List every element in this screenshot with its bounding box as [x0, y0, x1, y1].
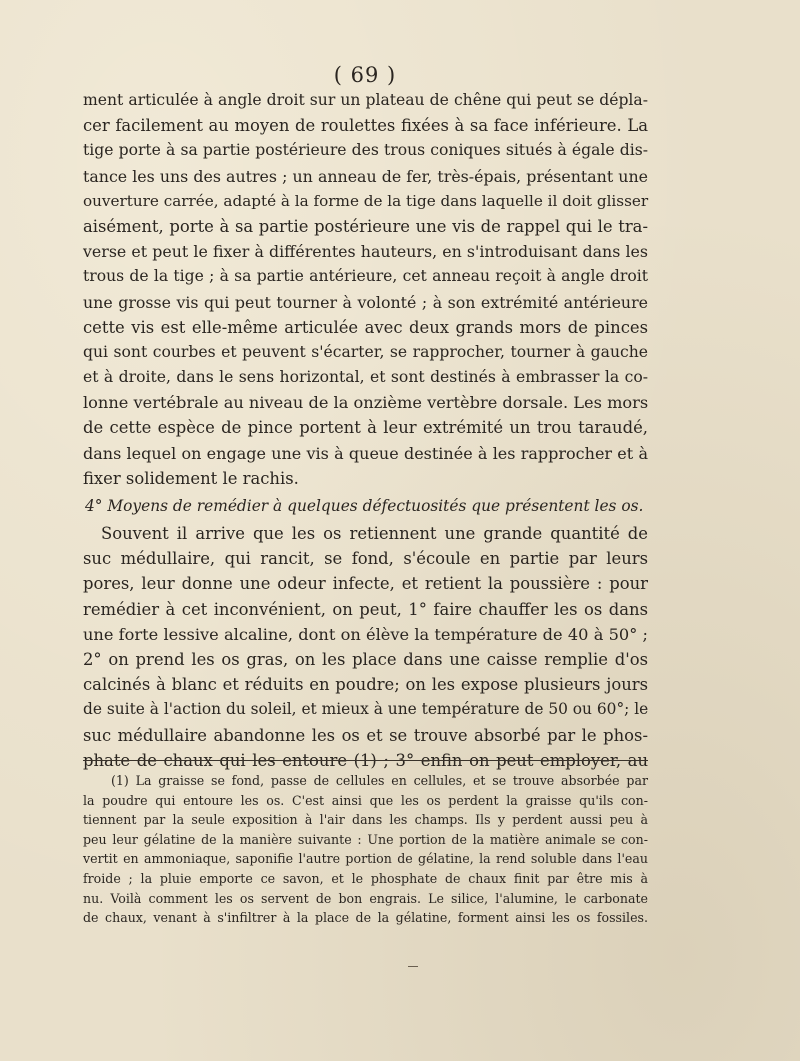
text-line: remédier à cet inconvénient, on peut, 1° faire chauffer les os dans: [83, 599, 648, 619]
text-line: une forte lessive alcaline, dont on élève la température de 40 à 50° ;: [83, 624, 648, 644]
page-number: ( 69 ): [333, 63, 397, 87]
footnote-line: froide ; la pluie emporte ce savon, et le phosphate de chaux finit par être mis à: [83, 870, 648, 886]
text-line: cer facilement au moyen de roulettes fixées à sa face inférieure. La: [83, 116, 648, 136]
footnote-line: tiennent par la seule exposition à l'air dans les champs. Ils y perdent aussi peu à: [83, 812, 648, 828]
main-text: [83, 88, 648, 773]
footnote-line: nu. Voilà comment les os servent de bon engrais. Le silice, l'alumine, le carbonate: [83, 890, 648, 906]
text-line: tige porte à sa partie postérieure des trous coniques situés à égale dis-: [83, 141, 648, 160]
text-line: de cette espèce de pince portent à leur extrémité un trou taraudé,: [83, 418, 648, 438]
text-line: verse et peut le fixer à différentes hauteurs, en s'introduisant dans les: [83, 242, 648, 262]
footnote-line: (1) La graisse se fond, passe de cellules en cellules, et se trouve absorbée par: [111, 773, 648, 788]
footnote-line: la poudre qui entoure les os. C'est ainsi que les os perdent la graisse qu'ils con-: [83, 792, 648, 808]
text-line: et à droite, dans le sens horizontal, et sont destinés à embrasser la co-: [83, 368, 648, 387]
text-line: qui sont courbes et peuvent s'écarter, se rapprocher, tourner à gauche: [83, 342, 648, 361]
ink-mark: [408, 966, 418, 967]
footnote-line: peu leur gélatine de la manière suivante : Une portion de la matière animale se con-: [83, 831, 648, 847]
footnote-line: de chaux, venant à s'infiltrer à la place de la gélatine, forment ainsi les os fossiles.: [83, 910, 648, 926]
text-line: une grosse vis qui peut tourner à volonté ; à son extrémité antérieure: [83, 292, 648, 312]
footnote: [83, 771, 648, 928]
text-line: 2° on prend les os gras, on les place dans une caisse remplie d'os: [83, 649, 648, 669]
text-line: pores, leur donne une odeur infecte, et retient la poussière : pour: [83, 574, 648, 594]
text-line: Souvent il arrive que les os retiennent une grande quantité de: [101, 524, 648, 543]
section-heading: 4° Moyens de remédier à quelques défectuosités que présentent les os.: [85, 497, 644, 515]
text-line: suc médullaire, qui rancit, se fond, s'écoule en partie par leurs: [83, 549, 648, 569]
footnote-line: vertit en ammoniaque, saponifie l'autre portion de gélatine, la rend soluble dans l'eau: [83, 851, 648, 867]
text-line: phate de chaux qui les entoure (1) ; 3° enfin on peut employer, au: [83, 750, 648, 770]
text-line: de suite à l'action du soleil, et mieux à une température de 50 ou 60°; le: [83, 700, 649, 719]
footnote-rule: [83, 760, 648, 761]
text-line: dans lequel on engage une vis à queue destinée à les rapprocher et à: [83, 443, 648, 463]
text-line: tance les uns des autres ; un anneau de fer, très-épais, présentant une: [83, 166, 648, 186]
text-line: ouverture carrée, adapté à la forme de la tige dans laquelle il doit glisser: [83, 191, 649, 210]
text-line: calcinés à blanc et réduits en poudre; on les expose plusieurs jours: [83, 675, 648, 695]
text-line: aisément, porte à sa partie postérieure une vis de rappel qui le tra-: [83, 216, 648, 236]
text-line: lonne vertébrale au niveau de la onzième vertèbre dorsale. Les mors: [83, 393, 649, 413]
text-line: cette vis est elle-même articulée avec deux grands mors de pinces: [83, 317, 648, 337]
text-line: suc médullaire abandonne les os et se trouve absorbé par le phos-: [83, 725, 648, 745]
text-line: ment articulée à angle droit sur un plateau de chêne qui peut se dépla-: [83, 91, 648, 109]
text-line: trous de la tige ; à sa partie antérieure, cet anneau reçoit à angle droit: [83, 267, 648, 286]
text-line: fixer solidement le rachis.: [83, 468, 299, 488]
